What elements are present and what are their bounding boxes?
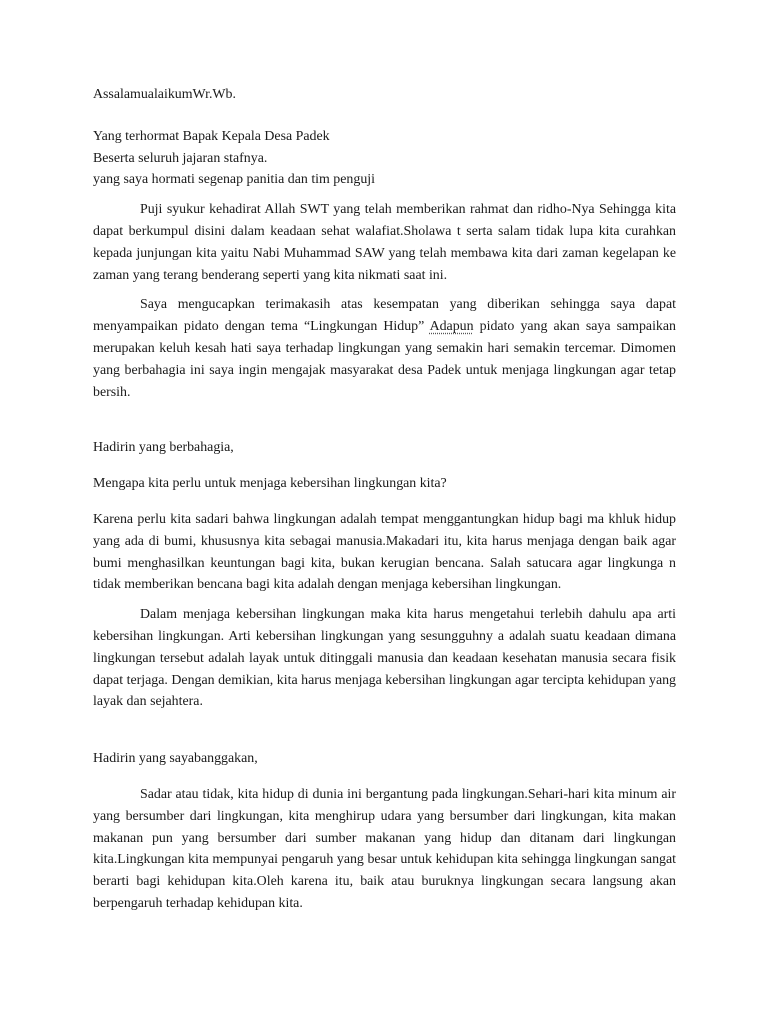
greeting-heading: Hadirin yang sayabanggakan,: [93, 751, 258, 767]
paragraph-opening-praise: Puji syukur kehadirat Allah SWT yang telah memberikan rahmat dan ridho-Nya Sehingga kita dapat berkumpul disini dalam keadaan sehat walafiat.Sholawa t serta salam tidak lupa kita curahkan kepada junjungan kita yaitu Nabi Muhammad SAW yang telah membawa kita dari zaman kegelapan ke zaman yang terang benderang seperti yang kita nikmati saat ini.: [93, 202, 676, 283]
address-line: yang saya hormati segenap panitia dan tim penguji: [93, 172, 375, 188]
paragraph-reason: Karena perlu kita sadari bahwa lingkungan adalah tempat menggantungkan hidup bagi ma khluk hidup yang ada di bumi, khususnya kita sebagai manusia.Makadari itu, kita harus menjaga dengan baik agar bumi menghasilkan keuntungan bagi kita, bukan kerugian bencana. Salah satucara agar lingkunga n tidak memberikan bencana bagi kita adalah dengan menjaga kebersihan lingkungan.: [93, 511, 676, 593]
address-line: Beserta seluruh jajaran stafnya.: [93, 150, 268, 166]
underlined-word: Adapun: [429, 319, 474, 335]
greeting-heading: Hadirin yang berbahagia,: [93, 440, 234, 456]
address-line: Yang terhormat Bapak Kepala Desa Padek: [93, 128, 330, 144]
theme-text-rest: pidato yang akan saya sampaikan merupakan keluh kesah hati saya terhadap lingkungan yang semakin hari semakin tercemar. Dimomen yang berbahagia ini saya ingin mengajak masyarakat desa Padek untuk menjaga lingkungan agar tetap bersih.: [93, 319, 676, 400]
address-block: [93, 126, 676, 191]
paragraph-theme: [93, 294, 676, 403]
paragraph-definition: Dalam menjaga kebersihan lingkungan maka kita harus mengetahui terlebih dahulu apa arti kebersihan lingkungan. Arti kebersihan lingkungan yang sesungguhny a adalah suatu keadaan dimana lingkungan tersebut adalah layak untuk ditinggali manusia dan keadaan kesehatan manusia secara fisik dapat terjaga. Dengan demikian, kita harus menjaga kebersihan lingkungan agar tercipta kehidupan yang layak dan sejahtera.: [93, 607, 676, 710]
theme-text: Saya mengucapkan terimakasih atas kesempatan yang diberikan sehingga saya dapat menyampaikan pidato dengan tema “Lingkungan Hidup”: [93, 297, 676, 335]
question-line: Mengapa kita perlu untuk menjaga kebersihan lingkungan kita?: [93, 476, 447, 492]
opening-salutation: AssalamualaikumWr.Wb.: [93, 87, 236, 102]
paragraph-dependence: Sadar atau tidak, kita hidup di dunia ini bergantung pada lingkungan.Sehari-hari kita minum air yang bersumber dari lingkungan, kita menghirup udara yang bersumber dari lingkungan, kita makan makanan pun yang bersumber dari sumber makanan yang hidup dan ditanam dari lingkungan kita.Lingkungan kita mempunyai pengaruh yang besar untuk kehidupan kita sehingga lingkungan sangat berarti bagi kehidupan kita.Oleh karena itu, baik atau buruknya lingkungan secara langsung akan berpengaruh terhadap kehidupan kita.: [93, 786, 676, 911]
